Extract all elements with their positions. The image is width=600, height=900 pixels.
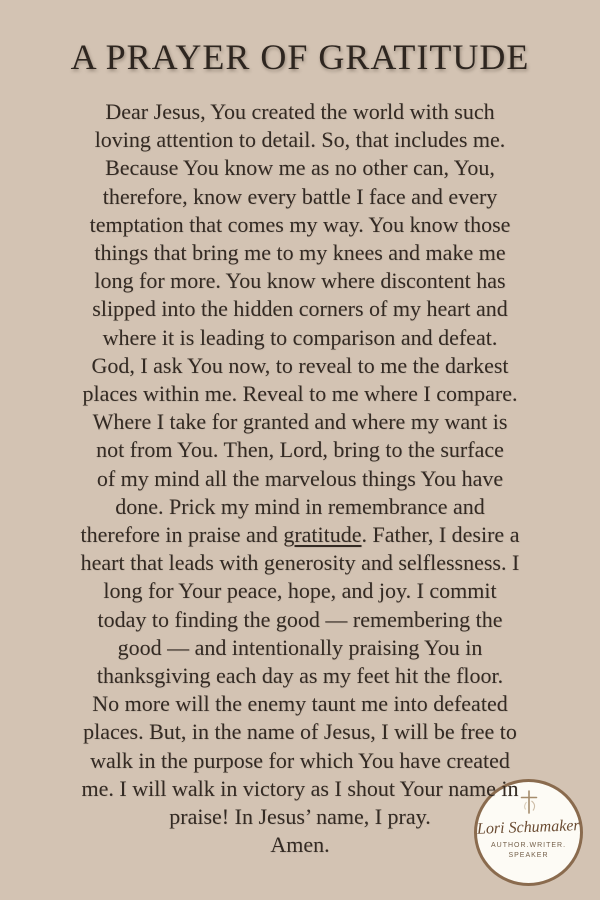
prayer-line: places. But, in the name of Jesus, I will be free to xyxy=(83,719,517,745)
prayer-line: of my mind all the marvelous things You have xyxy=(96,465,504,491)
prayer-line: good — and intentionally praising You in xyxy=(117,634,483,660)
prayer-line: long for more. You know where discontent has xyxy=(94,268,506,294)
prayer-text xyxy=(0,98,600,859)
prayer-line: Dear Jesus, You created the world with such xyxy=(105,99,495,124)
prayer-line: done. Prick my mind in remembrance and xyxy=(115,493,485,519)
prayer-amen-line: Amen. xyxy=(270,832,330,858)
prayer-line: therefore, know every battle I face and every xyxy=(102,183,498,209)
prayer-line: walk in the purpose for which You have created xyxy=(90,747,510,773)
prayer-line: long for Your peace, hope, and joy. I commit xyxy=(103,578,497,604)
prayer-line: No more will the enemy taunt me into defeated xyxy=(92,691,508,717)
prayer-line: thanksgiving each day as my feet hit the floor. xyxy=(96,663,504,689)
prayer-line: today to finding the good — remembering the xyxy=(97,606,503,632)
logo-subtitle-line2: SPEAKER xyxy=(508,852,549,859)
prayer-line: Because You know me as no other can, You, xyxy=(105,155,495,181)
prayer-line: places within me. Reveal to me where I compare. xyxy=(82,381,518,407)
gratitude-prefix: therefore in praise and xyxy=(80,522,284,548)
prayer-line: God, I ask You now, to reveal to me the darkest xyxy=(91,352,509,378)
prayer-line: temptation that comes my way. You know those xyxy=(89,211,511,237)
prayer-line: praise! In Jesus’ name, I pray. xyxy=(169,804,431,830)
page-title: A PRAYER OF GRATITUDE xyxy=(70,37,530,77)
logo-signature: Lori Schumaker xyxy=(476,817,581,838)
logo-subtitle-line1: AUTHOR.WRITER. xyxy=(490,842,567,849)
prayer-line: loving attention to detail. So, that includes me. xyxy=(94,127,506,153)
prayer-line: not from You. Then, Lord, bring to the surface xyxy=(96,437,504,463)
prayer-line: things that bring me to my knees and make me xyxy=(94,240,506,266)
gratitude-suffix: . Father, I desire a xyxy=(361,522,520,548)
prayer-line: slipped into the hidden corners of my heart and xyxy=(92,296,508,322)
underlined-word-gratitude: gratitude xyxy=(283,522,362,548)
prayer-line-gratitude xyxy=(0,521,600,549)
prayer-line: where it is leading to comparison and defeat. xyxy=(102,324,498,350)
prayer-line: heart that leads with generosity and selflessness. I xyxy=(80,550,520,576)
prayer-line: Where I take for granted and where my want is xyxy=(92,409,508,435)
prayer-line: me. I will walk in victory as I shout Your name in xyxy=(81,775,519,801)
